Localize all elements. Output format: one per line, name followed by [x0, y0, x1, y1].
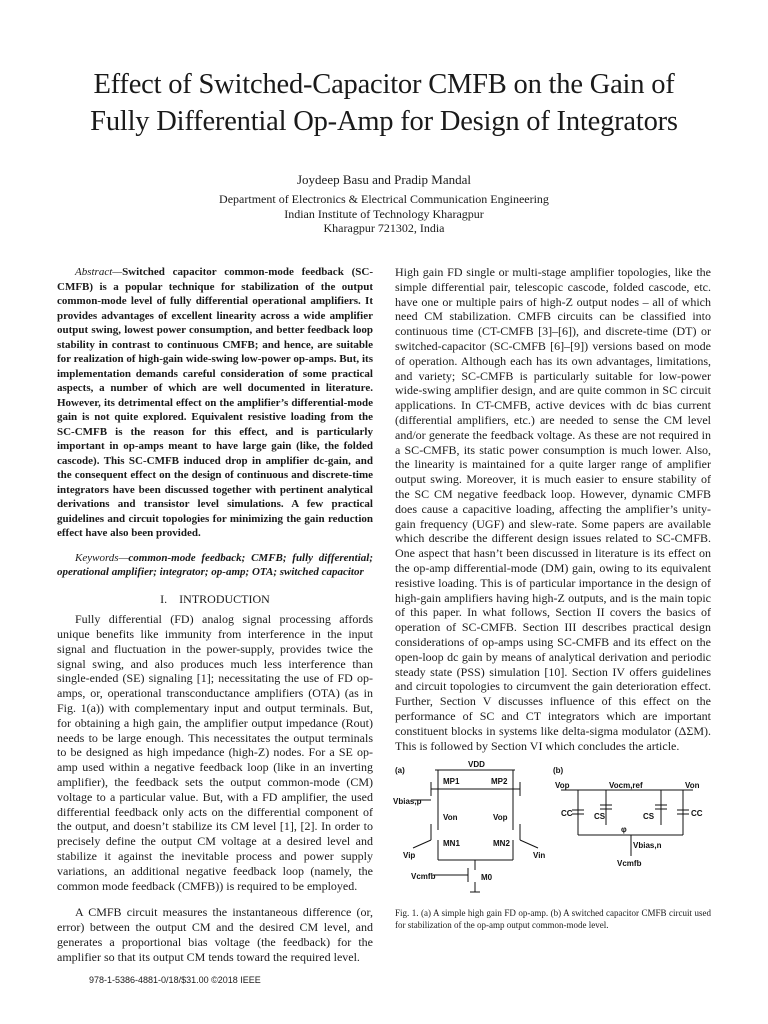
figure-caption: Fig. 1. (a) A simple high gain FD op-amp. (b) A switched capacitor CMFB circuit used for stabilization of the op-amp output common-mode level.	[395, 908, 711, 930]
cc-left-label: CC	[561, 809, 573, 818]
paper-title	[40, 66, 728, 140]
phi-label: φ	[621, 825, 627, 834]
fig-label-a: (a)	[395, 766, 405, 775]
footer-copyright: 978-1-5386-4881-0/18/$31.00 ©2018 IEEE	[89, 975, 261, 985]
abstract-text: Switched capacitor common-mode feedback (SC-CMFB) is a popular technique for stabilization of the output common-mode level of fully differential operational amplifiers. It provides advantages of excellent linearity across a wide amplifier output swing, lowest power consumption, and better feedback loop stability in contrast to continuous CMFB; and hence, are suitable for realization of high-gain wide-swing low-power op-amps. But, its implementation demands careful consideration of some practical aspects, a number of which are well documented in literature. However, its detrimental effect on the amplifier’s differential-mode gain is not quite explored. Equivalent resistive loading from the SC-CMFB is the reason for this effect, and is particularly important in op-amps meant to have large gain (like, the folded cascode). This SC-CMFB induced drop in amplifier dc-gain, and the consequent effect on the design of continuous and discrete-time integrators have been discussed together with pertinent analytical derivations and transistor level simulations. A few practical guidelines and circuit topologies for minimizing the gain reduction effect have also been provided.	[57, 266, 373, 539]
vdd-label: VDD	[468, 760, 485, 769]
authors: Joydeep Basu and Pradip Mandal	[296, 172, 472, 187]
title-line-2: Fully Differential Op-Amp for Design of Integrators	[90, 106, 678, 137]
abstract-lead: Abstract—	[75, 266, 123, 278]
paragraph: Fully differential (FD) analog signal processing affords unique benefits like immunity from interference in the input signal and fluctuation in the power-supply, provides twice the signal swing, and also produces much less interference than single-ended (SE) signaling [1]; necessitating the use of FD op-amps, or, operational transconductance amplifiers (OTA) (as in Fig. 1(a)) with complementary input and output terminals. But, for obtaining a high gain, the amplifier output impedance (Rout) needs to be large enough. This necessitates the output terminals to be designed as high impedance (high-Z) nodes. For a SE op-amp used within a negative feedback loop (like in an inverting amplifier), the feedback sets the output common-mode (CM) voltage to a particular value. But, with a FD amplifier, the used differential feedback only acts on the differential component of the output, and doesn’t stabilize its CM level [1], [2]. In order to precisely define the output CM voltage at a desired level and stabilize it against the inevitable process and power supply variations, an additional negative feedback loop (namely, the common mode feedback (CMFB)) is required to be employed.	[57, 612, 373, 893]
affiliation	[40, 192, 728, 236]
keywords-lead: Keywords—	[75, 551, 129, 564]
paragraph: A CMFB circuit measures the instantaneous difference (or, error) between the output CM and the desired CM level, and generates a proportional bias voltage (the feedback) for the amplifier so that its output CM tends toward the required level.	[57, 905, 373, 964]
von-label: Von	[443, 813, 458, 822]
left-column	[57, 265, 373, 965]
b-von-label: Von	[685, 781, 700, 790]
keywords	[57, 551, 373, 580]
m0-label: M0	[481, 873, 493, 882]
mp2-label: MP2	[491, 777, 508, 786]
affiliation-city: Kharagpur 721302, India	[323, 221, 445, 235]
vin-label: Vin	[533, 851, 546, 860]
section-title-first: I	[179, 591, 184, 606]
circuit-diagram	[393, 760, 713, 905]
paragraph: High gain FD single or multi-stage amplifier topologies, like the simple differential pair, telescopic cascode, folded cascode, etc. have one or multiple pairs of high-Z output nodes – all of which need CM stabilization. CMFB circuits can be classified into continuous time (CT-CMFB [3]–[6]), and discrete-time (DT) or switched-capacitor (SC-CMFB [6]–[9]) versions based on mode of operation. Although each has its own advantages, limitations, and variety; SC-CMFB is particularly suitable for low-power wide-swing amplifier design, and are quite common in SC circuit applications. In CT-CMFB, active devices with dc bias current (differential amplifiers, etc.) are needed to sense the CM level and/or generate the feedback voltage. As these are not required in a SC-CMFB, its static power consumption is much lower. Also, the linearity is maintained for a quite larger range of amplifier output swing. Moreover, it is much easier to ensure stability of the SC CM negative feedback loop. However, dynamic CMFB does cause a capacitive loading, affecting the amplifier’s unity-gain frequency (UGF) and slew-rate. Some papers are available which describe the different design issues related to SC-CMFB. One aspect that hasn’t been discussed in literature is its effect on the op-amp differential-mode (DM) gain, owing to its equivalent resistive loading. This is of particular importance in the design of high-gain amplifiers having high-Z outputs, and is the main topic of this paper. In what follows, Section II covers the basics of operation of SC-CMFB. Section III describes practical design considerations of op-amps using SC-CMFB and its effect on the open-loop dc gain by means of analytical derivation and periodic steady state (PSS) simulation [10]. Section IV offers guidelines and circuit topologies to circumvent the gain deterioration effect. Further, Section V discusses influence of this effect on the performance of SC and CT integrators which are important constituent blocks in systems like delta-sigma modulator (ΔΣM). This is followed by Section VI which concludes the article.	[395, 265, 711, 753]
cs-right-label: CS	[643, 812, 655, 821]
cc-right-label: CC	[691, 809, 703, 818]
vbiasp-label: Vbias,p	[393, 797, 422, 806]
mn2-label: MN2	[493, 839, 510, 848]
b-vocm-label: Vocm,ref	[609, 781, 643, 790]
title-line-1: Effect of Switched-Capacitor CMFB on the Gain of	[93, 69, 675, 100]
vcmfb-label: Vcmfb	[411, 872, 436, 881]
mp1-label: MP1	[443, 777, 460, 786]
abstract	[57, 265, 373, 541]
cs-left-label: CS	[594, 812, 606, 821]
fig-label-b: (b)	[553, 766, 564, 775]
right-column	[395, 265, 711, 753]
vip-label: Vip	[403, 851, 416, 860]
mn1-label: MN1	[443, 839, 460, 848]
section-heading-introduction	[57, 592, 373, 607]
keywords-text: common-mode feedback; CMFB; fully differential; operational amplifier; integrator; op-amp; OTA; switched capacitor	[57, 551, 373, 578]
b-vop-label: Vop	[555, 781, 570, 790]
affiliation-dept: Department of Electronics & Electrical Communication Engineering	[219, 192, 549, 206]
b-vbiasn-label: Vbias,n	[633, 841, 662, 850]
b-vcmfb-label: Vcmfb	[617, 859, 642, 868]
section-title-rest: NTRODUCTION	[183, 591, 270, 606]
section-number: I.	[160, 591, 168, 606]
figure-1	[393, 760, 713, 905]
vop-label: Vop	[493, 813, 508, 822]
affiliation-institute: Indian Institute of Technology Kharagpur	[284, 206, 484, 221]
